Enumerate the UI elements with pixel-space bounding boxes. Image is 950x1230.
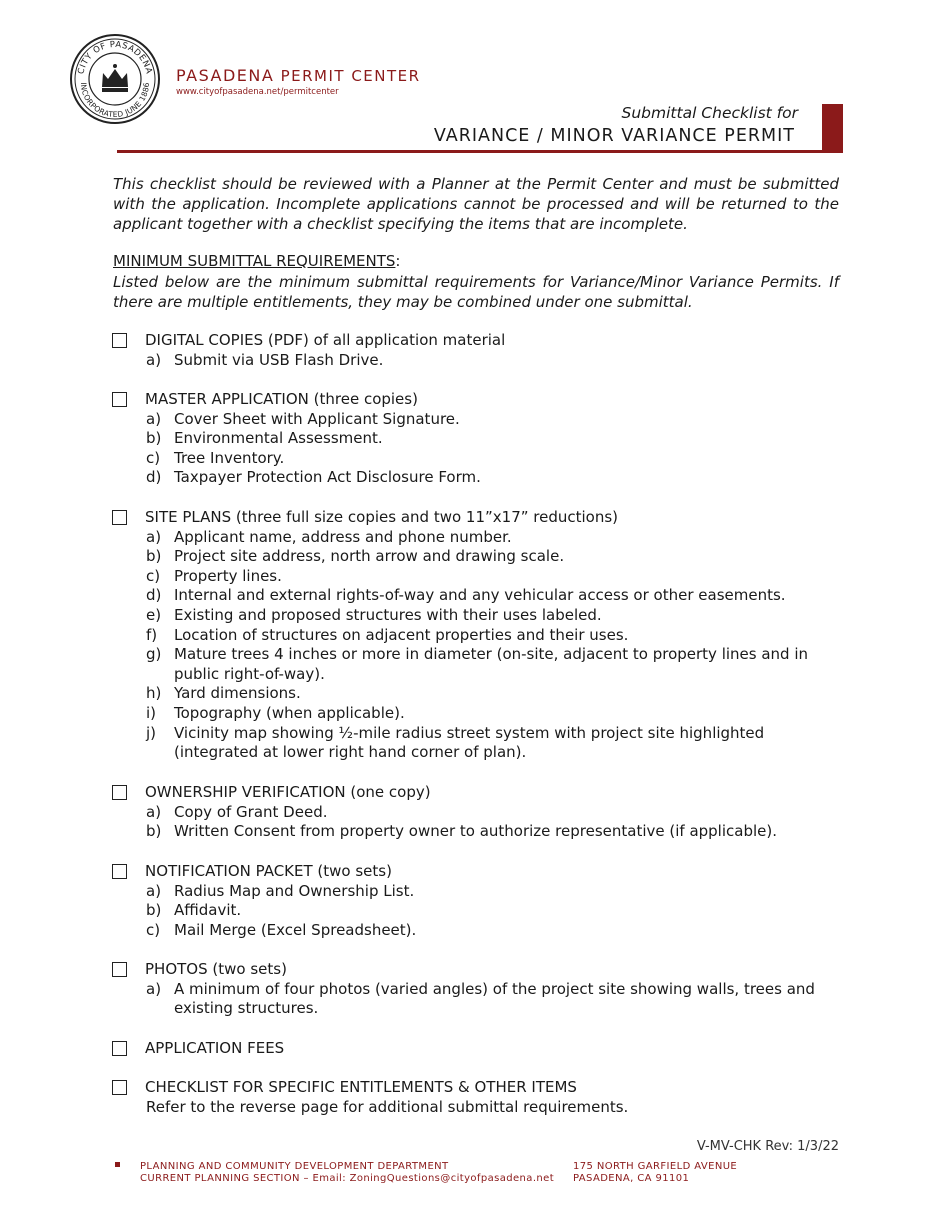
item-text: Existing and proposed structures with their uses labeled. — [174, 605, 602, 624]
section-ownership-verification — [112, 783, 842, 842]
item-letter: a) — [146, 350, 162, 369]
requirements-heading — [113, 252, 400, 270]
item-letter: b) — [146, 429, 162, 448]
item-text: Submit via USB Flash Drive. — [174, 350, 384, 369]
svg-text:INCORPORATED JUNE 1886 — [79, 82, 151, 119]
list-item — [112, 449, 842, 469]
list-item — [112, 429, 842, 449]
list-item — [112, 606, 842, 626]
footer-dept-line1: PLANNING AND COMMUNITY DEVELOPMENT DEPARTMENT — [140, 1161, 449, 1172]
section-notification-packet — [112, 862, 842, 940]
list-item — [112, 645, 842, 684]
section-title: APPLICATION FEES — [145, 1039, 285, 1057]
title-divider — [117, 150, 843, 153]
footer-address — [573, 1161, 737, 1185]
list-item — [112, 684, 842, 704]
item-letter: d) — [146, 586, 162, 605]
item-letter: b) — [146, 901, 162, 920]
checkbox[interactable] — [112, 510, 127, 525]
section-title: NOTIFICATION PACKET (two sets) — [145, 862, 392, 880]
section-master-application — [112, 390, 842, 488]
requirements-description: Listed below are the minimum submittal requirements for Variance/Minor Variance Permits. If there are multiple entitlements, they may be combined under one submittal. — [113, 273, 839, 311]
checkbox[interactable] — [112, 1041, 127, 1056]
item-text: Topography (when applicable). — [174, 703, 405, 722]
item-letter: b) — [146, 822, 162, 841]
item-letter: a) — [146, 802, 162, 821]
page-title: VARIANCE / MINOR VARIANCE PERMIT — [433, 126, 795, 146]
list-item — [112, 410, 842, 430]
item-text: Copy of Grant Deed. — [174, 802, 328, 821]
item-letter: h) — [146, 684, 162, 703]
item-letter: i) — [146, 703, 157, 722]
section-photos — [112, 960, 842, 1019]
page-subtitle: Submittal Checklist for — [621, 104, 798, 122]
section-site-plans — [112, 508, 842, 763]
checkbox[interactable] — [112, 392, 127, 407]
checkbox[interactable] — [112, 1080, 127, 1095]
item-text: Yard dimensions. — [174, 684, 301, 703]
list-item — [112, 901, 842, 921]
brand-name-first: PASADENA — [176, 66, 275, 85]
list-item — [112, 921, 842, 941]
footer-dept-line2: CURRENT PLANNING SECTION – Email: ZoningQuestions@cityofpasadena.net — [140, 1173, 555, 1184]
item-text: Project site address, north arrow and drawing scale. — [174, 547, 565, 566]
item-letter: f) — [146, 625, 158, 644]
section-title: SITE PLANS (three full size copies and two 11”x17” reductions) — [145, 508, 619, 526]
item-letter: c) — [146, 920, 161, 939]
checkbox[interactable] — [112, 333, 127, 348]
list-item — [112, 626, 842, 646]
section-title: PHOTOS (two sets) — [145, 960, 287, 978]
section-application-fees — [112, 1039, 842, 1059]
item-text: Radius Map and Ownership List. — [174, 881, 415, 900]
section-note: Refer to the reverse page for additional submittal requirements. — [146, 1097, 629, 1116]
title-accent-block — [822, 104, 843, 150]
intro-paragraph: This checklist should be reviewed with a Planner at the Permit Center and must be submitted with the application. Incomplete applications cannot be processed and will be returned to the applicant together with a checklist specifying the items that are incomplete. — [113, 175, 839, 233]
list-item — [112, 528, 842, 548]
item-text: Applicant name, address and phone number. — [174, 527, 512, 546]
list-item — [112, 980, 842, 1019]
list-item — [112, 882, 842, 902]
section-specific-entitlements — [112, 1078, 842, 1117]
list-item — [112, 547, 842, 567]
seal-text-bottom: INCORPORATED JUNE 1886 — [78, 81, 152, 120]
item-letter: g) — [146, 645, 162, 664]
list-item — [112, 803, 842, 823]
list-item — [112, 704, 842, 724]
list-item — [112, 567, 842, 587]
item-text: Property lines. — [174, 566, 282, 585]
checkbox[interactable] — [112, 864, 127, 879]
footer-addr-line2: PASADENA, CA 91101 — [573, 1173, 690, 1184]
item-text: A minimum of four photos (varied angles) of the project site showing walls, trees and existing structures. — [174, 979, 815, 1018]
item-letter: a) — [146, 881, 162, 900]
item-text: Affidavit. — [174, 901, 242, 920]
item-text: Environmental Assessment. — [174, 429, 383, 448]
item-text: Taxpayer Protection Act Disclosure Form. — [174, 468, 481, 487]
item-text: Vicinity map showing ½-mile radius street system with project site highlighted (integrated at lower right hand corner of plan). — [174, 723, 765, 762]
item-letter: e) — [146, 605, 162, 624]
item-letter: c) — [146, 566, 161, 585]
footer-bullet — [115, 1162, 120, 1167]
item-text: Cover Sheet with Applicant Signature. — [174, 409, 460, 428]
footer-department — [140, 1161, 554, 1185]
item-letter: a) — [146, 527, 162, 546]
list-item — [112, 351, 842, 371]
section-title: MASTER APPLICATION (three copies) — [145, 390, 418, 408]
checkbox[interactable] — [112, 962, 127, 977]
item-letter: b) — [146, 547, 162, 566]
item-text: Internal and external rights-of-way and any vehicular access or other easements. — [174, 586, 786, 605]
list-item — [112, 822, 842, 842]
list-item — [112, 724, 842, 763]
checkbox[interactable] — [112, 785, 127, 800]
item-text: Mature trees 4 inches or more in diameter (on-site, adjacent to property lines and in public right-of-way). — [174, 645, 809, 683]
item-letter: c) — [146, 448, 161, 467]
brand-name-rest: PERMIT CENTER — [274, 67, 421, 85]
item-letter: d) — [146, 468, 162, 487]
requirements-heading-suffix: : — [395, 252, 401, 270]
seal-text-top: CITY OF PASADENA — [76, 39, 154, 76]
item-text: Mail Merge (Excel Spreadsheet). — [174, 920, 417, 939]
list-item — [112, 586, 842, 606]
section-title: OWNERSHIP VERIFICATION (one copy) — [145, 783, 431, 801]
item-letter: j) — [146, 723, 157, 742]
item-text: Written Consent from property owner to authorize representative (if applicable). — [174, 822, 777, 841]
item-letter: a) — [146, 409, 162, 428]
footer-addr-line1: 175 NORTH GARFIELD AVENUE — [573, 1161, 738, 1172]
city-seal-logo — [69, 33, 161, 125]
item-letter: a) — [146, 979, 162, 998]
item-text: Location of structures on adjacent properties and their uses. — [174, 625, 629, 644]
section-title: DIGITAL COPIES (PDF) of all application material — [145, 331, 506, 349]
section-title: CHECKLIST FOR SPECIFIC ENTITLEMENTS & OTHER ITEMS — [145, 1078, 577, 1096]
requirements-heading-text: MINIMUM SUBMITTAL REQUIREMENTS — [113, 252, 396, 270]
brand-name — [176, 66, 421, 85]
section-digital-copies — [112, 331, 842, 370]
brand-url-link[interactable]: www.cityofpasadena.net/permitcenter — [176, 87, 339, 97]
item-text: Tree Inventory. — [174, 448, 285, 467]
document-id: V-MV-CHK Rev: 1/3/22 — [696, 1139, 839, 1154]
list-item — [112, 468, 842, 488]
